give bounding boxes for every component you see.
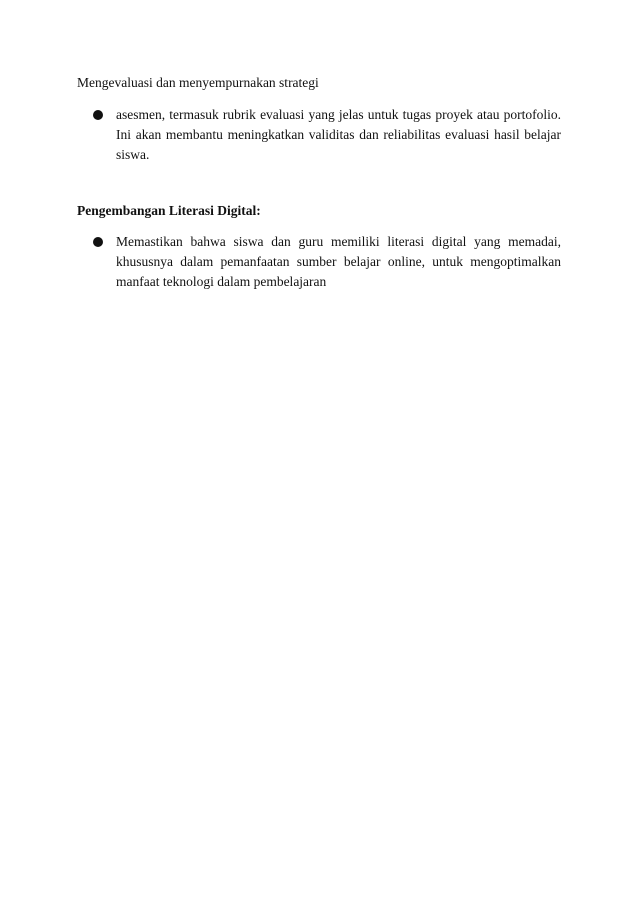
- list-item-text: Memastikan bahwa siswa dan guru memiliki literasi digital yang memadai, khususnya dalam pemanfaatan sumber belajar online, untuk mengoptimalkan manfaat teknologi dalam pembelajaran: [116, 234, 561, 289]
- list-item-text: asesmen, termasuk rubrik evaluasi yang jelas untuk tugas proyek atau portofolio. Ini akan membantu meningkatkan validitas dan reliabilitas evaluasi hasil belajar siswa.: [116, 107, 561, 162]
- intro-paragraph: Mengevaluasi dan menyempurnakan strategi: [77, 75, 319, 90]
- bullet-icon: [93, 237, 103, 247]
- section-heading: Pengembangan Literasi Digital:: [77, 203, 261, 218]
- bullet-icon: [93, 110, 103, 120]
